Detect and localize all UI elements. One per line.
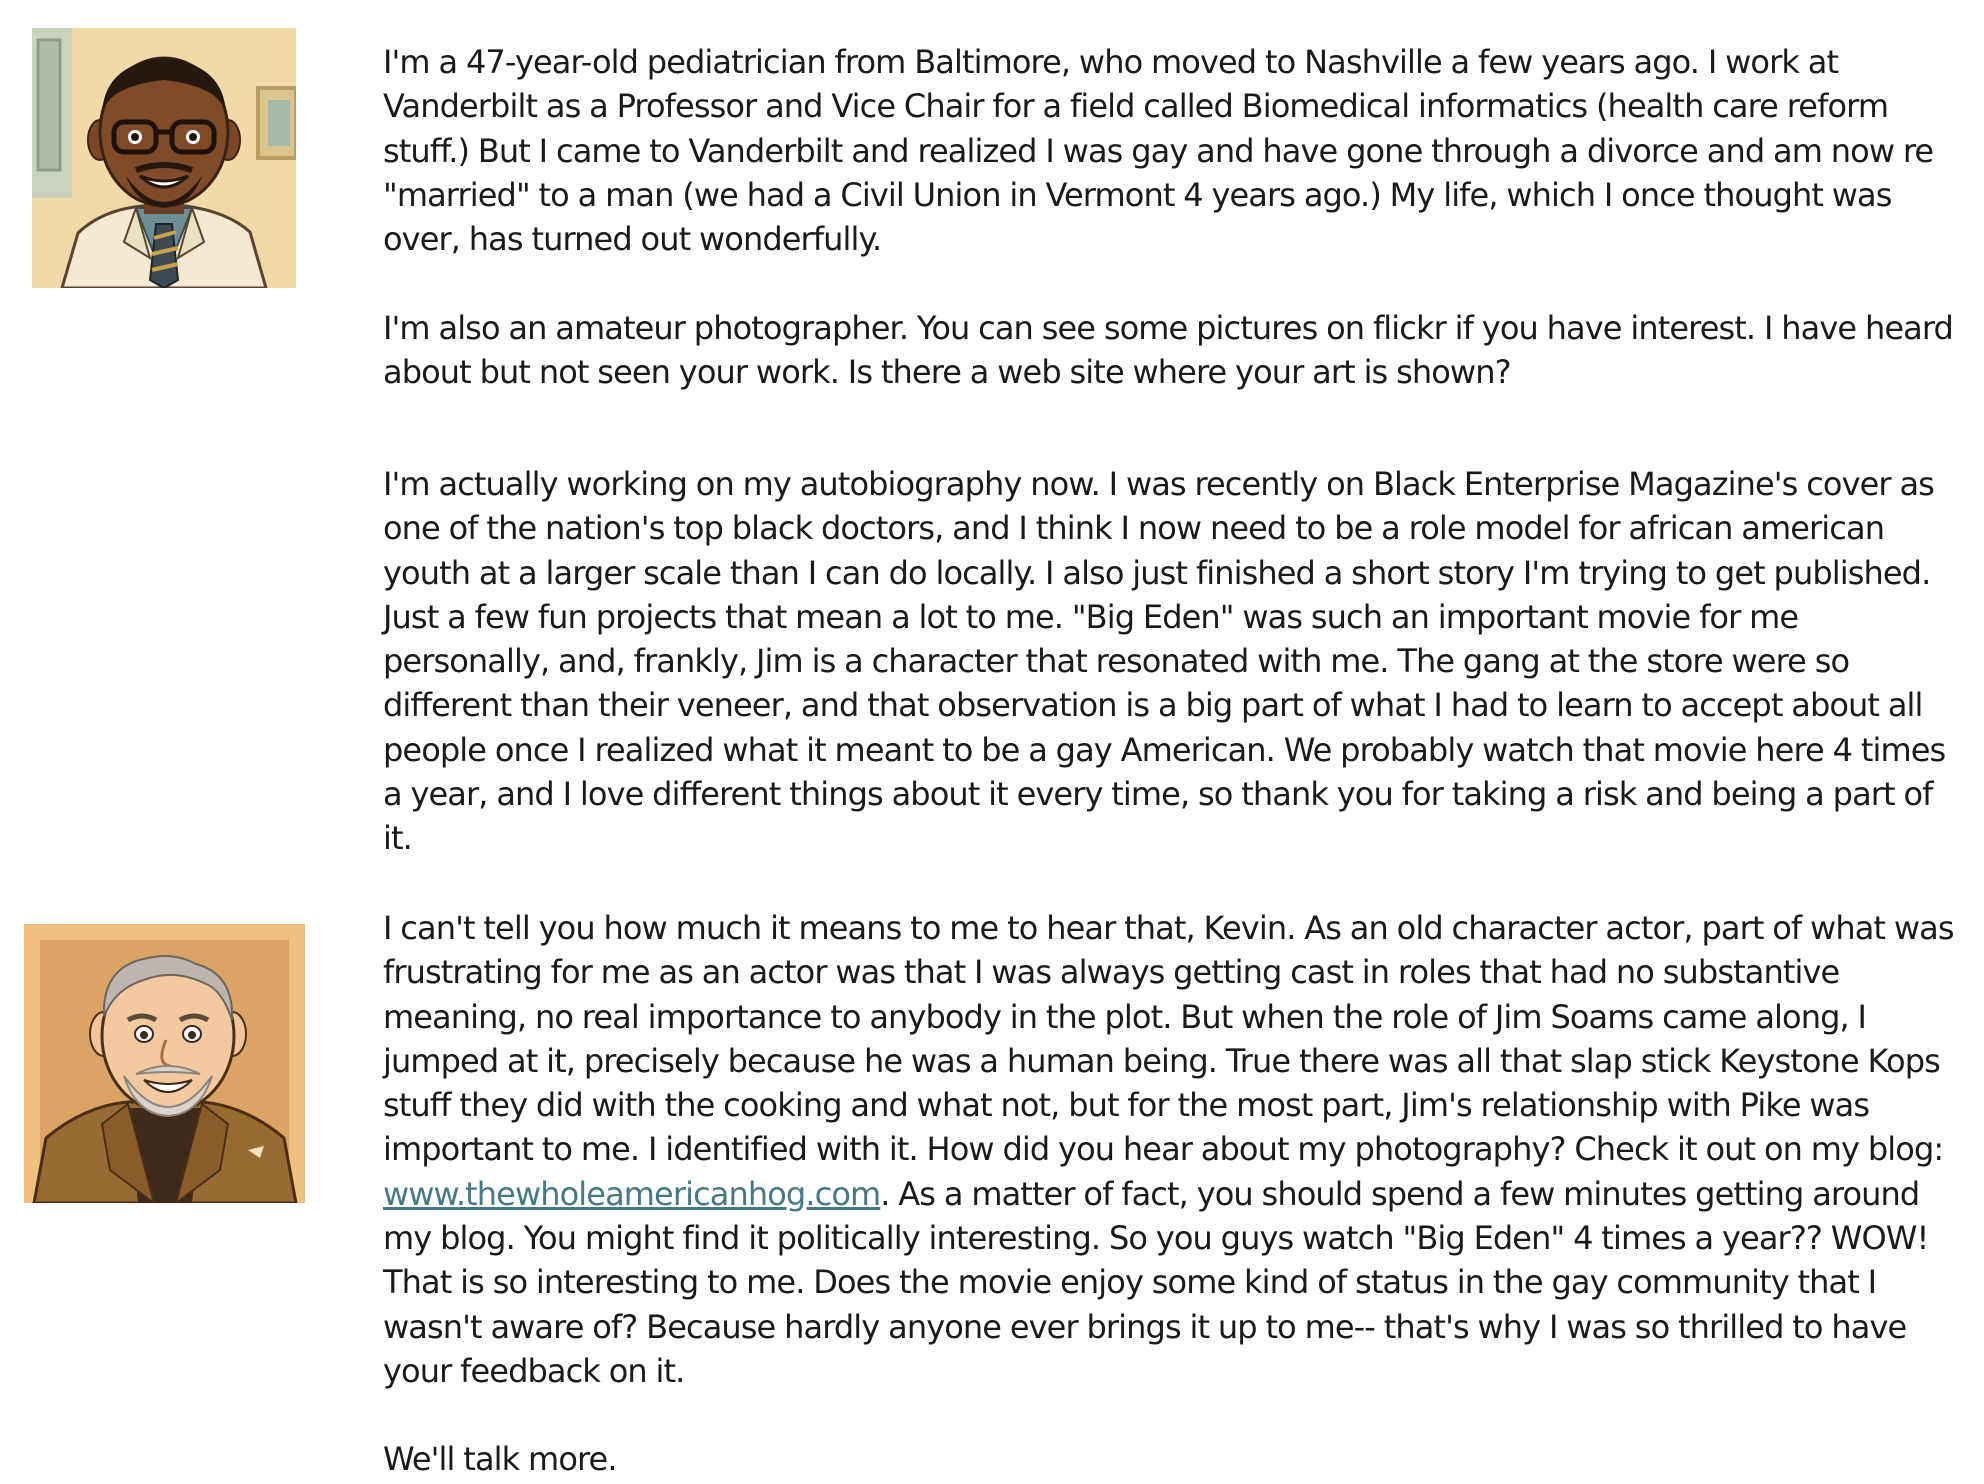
- message-1-paragraph-2-text-before: I'm also an amateur photographer. You can see some pictures on: [383, 309, 1365, 347]
- message-1-paragraph-2: [383, 306, 1963, 395]
- message-2-paragraph-1-text-after: . As a matter of fact, you should spend a few minutes getting around my blog. You might find it politically interesting. So you guys watch "Big Eden" 4 times a year?? WOW! That is so interesting to me. Does the movie enjoy some kind of status in the gay community that I wasn't aware of? Because hardly anyone ever brings it up to me-- that's why I was so thrilled to have your feedback on it.: [383, 1174, 1929, 1390]
- doctor-avatar-icon: [32, 28, 296, 288]
- message-1-paragraph-1: I'm a 47-year-old pediatrician from Baltimore, who moved to Nashville a few years ago. I work at Vanderbilt as a Professor and Vice Chair for a field called Biomedical informatics (health care reform stuff.) But I came to Vanderbilt and realized I was gay and have gone through a divorce and am now re "married" to a man (we had a Civil Union in Vermont 4 years ago.) My life, which I once thought was over, has turned out wonderfully.: [383, 43, 1934, 259]
- message-2-paragraph-1-text-before: I can't tell you how much it means to me to hear that, Kevin. As an old character actor, part of what was frustrating for me as an actor was that I was always getting cast in roles that had no substantive meaning, no real importance to anybody in the plot. But when the role of Jim Soams came along, I jumped at it, precisely because he was a human being. True there was all that slap stick Keystone Kops stuff they did with the cooking and what not, but for the most part, Jim's relationship with Pike was important to me. I identified with it. How did you hear about my photography? Check it out on my blog:: [383, 909, 1954, 1169]
- message-1-paragraph-2-text-after: if you have interest. I have heard about but not seen your work. Is there a web site where your art is shown?: [383, 309, 1953, 392]
- message-1: [383, 40, 1963, 261]
- blog-link[interactable]: www.thewholeamericanhog.com: [383, 1174, 881, 1213]
- message-1-photography: [383, 306, 1963, 395]
- message-2-paragraph-1: [383, 906, 1963, 1393]
- message-1-paragraph-3: I'm actually working on my autobiography now. I was recently on Black Enterprise Magazine's cover as one of the nation's top black doctors, and I think I now need to be a role model for african american youth at a larger scale than I can do locally. I also just finished a short story I'm trying to get published. Just a few fun projects that mean a lot to me. "Big Eden" was such an important movie for me personally, and, frankly, Jim is a character that resonated with me. The gang at the store were so different than their veneer, and that observation is a big part of what I had to learn to accept about all people once I realized what it meant to be a gay American. We probably watch that movie here 4 times a year, and I love different things about it every time, so thank you for taking a risk and being a part of it.: [383, 465, 1946, 858]
- message-2-closing: [383, 1437, 1963, 1481]
- flickr-link[interactable]: flickr: [1364, 309, 1446, 347]
- message-2: [383, 906, 1963, 1393]
- message-2-paragraph-2: We'll talk more.: [383, 1440, 617, 1478]
- message-1-autobiography: [383, 462, 1963, 861]
- actor-avatar-icon: [24, 924, 305, 1203]
